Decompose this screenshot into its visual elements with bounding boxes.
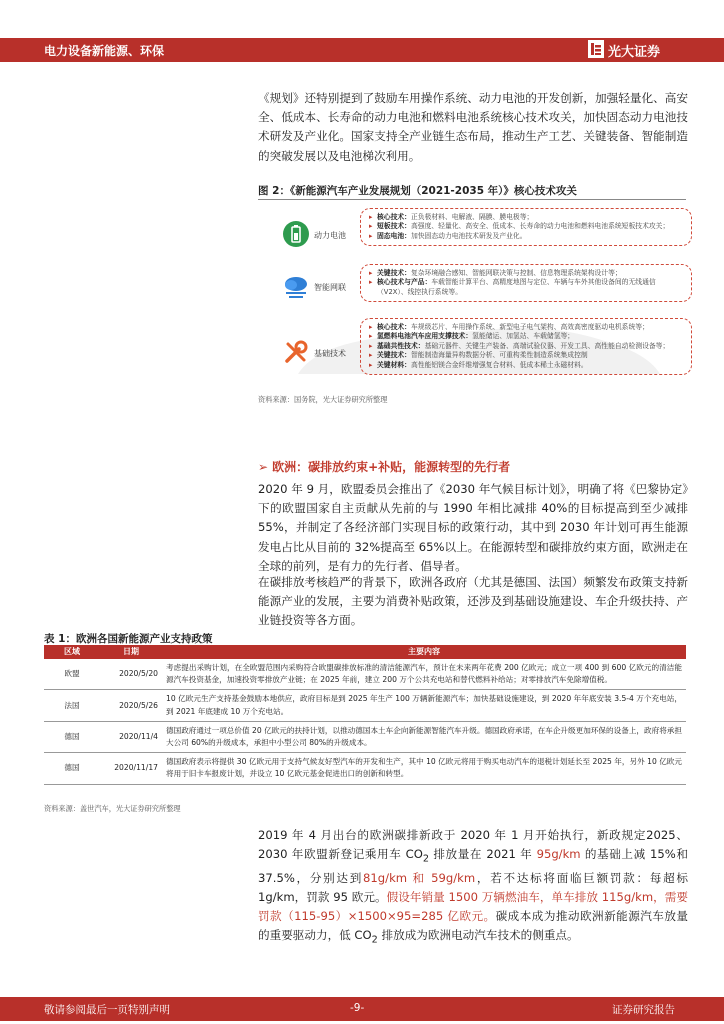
footer-report-type: 证券研究报告 <box>612 1004 675 1016</box>
policy-table <box>44 645 686 785</box>
table-row <box>44 753 686 784</box>
figure-bullet: ▸ 基础共性技术：基础元器件、关键生产装备、高端试验仪器、开发工具、高性能自动检测设备等； <box>369 342 683 351</box>
table-header-cell: 日期 <box>100 645 162 659</box>
figure-source: 资料来源：国务院，光大证券研究所整理 <box>258 395 388 404</box>
figure-bullet: ▸ 关键技术：复杂环境融合感知、智能网联决策与控制、信息物理系统架构设计等； <box>369 269 683 278</box>
figure-row-label: 动力电池 <box>314 231 346 240</box>
table-header-row <box>44 645 686 659</box>
europe-paragraph-1: 2020 年 9 月，欧盟委员会推出了《2030 年气候目标计划》，明确了将《巴黎协定》下的欧盟国家自主贡献从先前的与 1990 年相比减排 40%的目标提高到至少减排 55%，并制定了各经济部门实现目标的政策行动，其中到 2030 年计划可再生能源发电占比从目前的 32%提高至 65%以上。在能源转型和碳排放约束方面，欧洲走在全球的前列，是有力的先行者、倡导者。 <box>258 482 688 573</box>
table-header-cell: 主要内容 <box>162 645 686 659</box>
table-cell-region: 德国 <box>44 721 100 752</box>
table-caption: 表 1：欧洲各国新能源产业支持政策 <box>44 633 213 645</box>
table-source: 资料来源：盖世汽车，光大证券研究所整理 <box>44 804 181 813</box>
table-cell-region: 欧盟 <box>44 659 100 690</box>
figure-bullet: ▸ 关键技术：智能制造海量异构数据分析、可重构柔性制造系统集成控制 <box>369 351 683 360</box>
highlight-fine-estimate: 假设年销量 1500 万辆燃油车，单车排放 115g/km，需要罚款（115-95）×1500×95=285 亿欧元。 <box>258 889 688 924</box>
logo-mark-icon <box>588 40 604 58</box>
figure-row-box <box>360 318 692 375</box>
figure-row-box <box>360 264 692 302</box>
logo-text: 光大证券 <box>608 45 661 60</box>
figure-row-battery <box>268 206 688 258</box>
table-cell-date: 2020/11/4 <box>100 721 162 752</box>
europe-paragraph-2: 在碳排放考核趋严的背景下，欧洲各政府（尤其是德国、法国）频繁发布政策支持新能源产业的发展，主要为消费补贴政策，还涉及到基础设施建设、车企升级扶持、产业链投资等各方面。 <box>258 575 688 628</box>
header-category: 电力设备新能源、环保 <box>44 44 165 58</box>
table-cell-content: 10 亿欧元生产支持基金鼓励本地供应，政府目标是到 2025 年生产 100 万辆新能源汽车；加快基础设施建设，到 2020 年年底安装 3.5-4 万个充电站，到 2021 年底建成 10 万个充电站。 <box>162 690 686 721</box>
figure-bullet: ▸ 关键材料：高性能铝镁合金纤维增强复合材料、低成本稀土永磁材料。 <box>369 361 683 370</box>
table-cell-region: 德国 <box>44 753 100 784</box>
table-header-cell: 区域 <box>44 645 100 659</box>
table-cell-content: 考虑提出采购计划，在全欧盟范围内采购符合欧盟碳排放标准的清洁能源汽车，预计在未来两年花费 200 亿欧元；成立一项 400 到 600 亿欧元的清洁能源汽车投资基金，加速投资零排放产业链；在 2025 年前，建立 200 万个公共充电站和替代燃料补给站；对零排放汽车免除增值税。 <box>162 659 686 690</box>
figure-bullet: ▸ 短板技术：高强度、轻量化、高安全、低成本、长寿命的动力电池和燃料电池系统短板技术攻关； <box>369 222 683 231</box>
section-heading <box>258 458 510 475</box>
page-header <box>0 0 724 66</box>
table-cell-content: 德国政府表示将提供 30 亿欧元用于支持气候友好型汽车的开发和生产，其中 10 亿欧元将用于购买电动汽车的退税计划延长至 2025 年，另外 10 亿欧元将用于旧卡车报废计划，并设立 10 亿欧元基金促进出口的创新和转型。 <box>162 753 686 784</box>
table-cell-content: 德国政府通过一项总价值 20 亿欧元的扶持计划，以推动德国本土车企向新能源智能汽车升级。德国政府承诺，在车企升级更加环保的设备上，政府将承担大公司 60%的升级成本，承担中小型公司 80%的升级成本。 <box>162 721 686 752</box>
figure-row-box <box>360 208 692 246</box>
table-cell-date: 2020/5/26 <box>100 690 162 721</box>
figure-row-label: 智能网联 <box>314 283 346 292</box>
cloud-network-icon <box>282 272 310 300</box>
figure-row-network <box>268 262 688 306</box>
table-row <box>44 690 686 721</box>
figure-bullet: ▸ 核心技术与产品：车载智能计算平台、高精度地图与定位、车辆与车外其他设备间的无线通信（V2X）、线控执行系统等。 <box>369 278 683 297</box>
figure-caption: 图 2：《新能源汽车产业发展规划（2021-2035 年）》核心技术攻关 <box>258 185 577 197</box>
tools-icon <box>282 338 310 366</box>
figure-rule <box>258 199 686 200</box>
page-number: -9- <box>350 1002 365 1014</box>
highlight-baseline: 95g/km <box>536 847 581 862</box>
figure-row-label: 基础技术 <box>314 349 346 358</box>
section-arrow-icon: ➢ <box>258 460 269 474</box>
battery-icon <box>282 220 310 248</box>
figure-core-tech <box>258 202 688 390</box>
footer-disclaimer: 敬请参阅最后一页特别声明 <box>44 1004 170 1016</box>
table-row <box>44 721 686 752</box>
table-cell-region: 法国 <box>44 690 100 721</box>
figure-bullet: ▸ 固态电池：加快固态动力电池技术研发及产业化。 <box>369 232 683 241</box>
brand-logo <box>588 40 684 60</box>
figure-row-foundation <box>268 316 688 392</box>
figure-bullet: ▸ 核心技术：车规级芯片、车用操作系统、新型电子电气架构、高效高密度驱动电机系统等； <box>369 323 683 332</box>
table-cell-date: 2020/11/17 <box>100 753 162 784</box>
figure-bullet: ▸ 氢燃料电池汽车应用支撑技术：氢能储运、加氢站、车载储氢等； <box>369 332 683 341</box>
section-title: 欧洲：碳排放约束+补贴，能源转型的先行者 <box>272 460 511 474</box>
carbon-policy-paragraph: 2019 年 4 月出台的欧洲碳排新政于 2020 年 1 月开始执行，新政规定2025、2030 年欧盟新登记乘用车 $CO_2$ 排放量在 2021 年 95g/km 的基础上减 15%和 37.5%，分别达到81g/km 和 59g/km，若不达标将面临巨额罚款：每超标 1g/km，罚款 95 欧元。假设年销量 1500 万辆燃油车，单车排放 115g/km，需要罚款（115-95）×1500×95=285 亿欧元。碳成本成为推动欧洲新能源汽车放量的重要驱动力，低 $CO_2$ 排放成为欧洲电动汽车技术的侧重点。 <box>258 828 688 946</box>
page-footer <box>0 997 724 1021</box>
table-cell-date: 2020/5/20 <box>100 659 162 690</box>
intro-paragraph: 《规划》还特别提到了鼓励车用操作系统、动力电池的开发创新，加强轻量化、高安全、低成本、长寿命的动力电池和燃料电池系统核心技术攻关，加快固态动力电池技术研发及产业化。国家支持全产业链生态布局，推动生产工艺、关键装备、智能制造的突破发展以及电池梯次利用。 <box>258 91 688 163</box>
figure-bullet: ▸ 核心技术：正负极材料、电解液、隔膜、膜电极等； <box>369 213 683 222</box>
highlight-targets: 81g/km 和 59g/km <box>363 870 476 885</box>
table-row <box>44 659 686 690</box>
